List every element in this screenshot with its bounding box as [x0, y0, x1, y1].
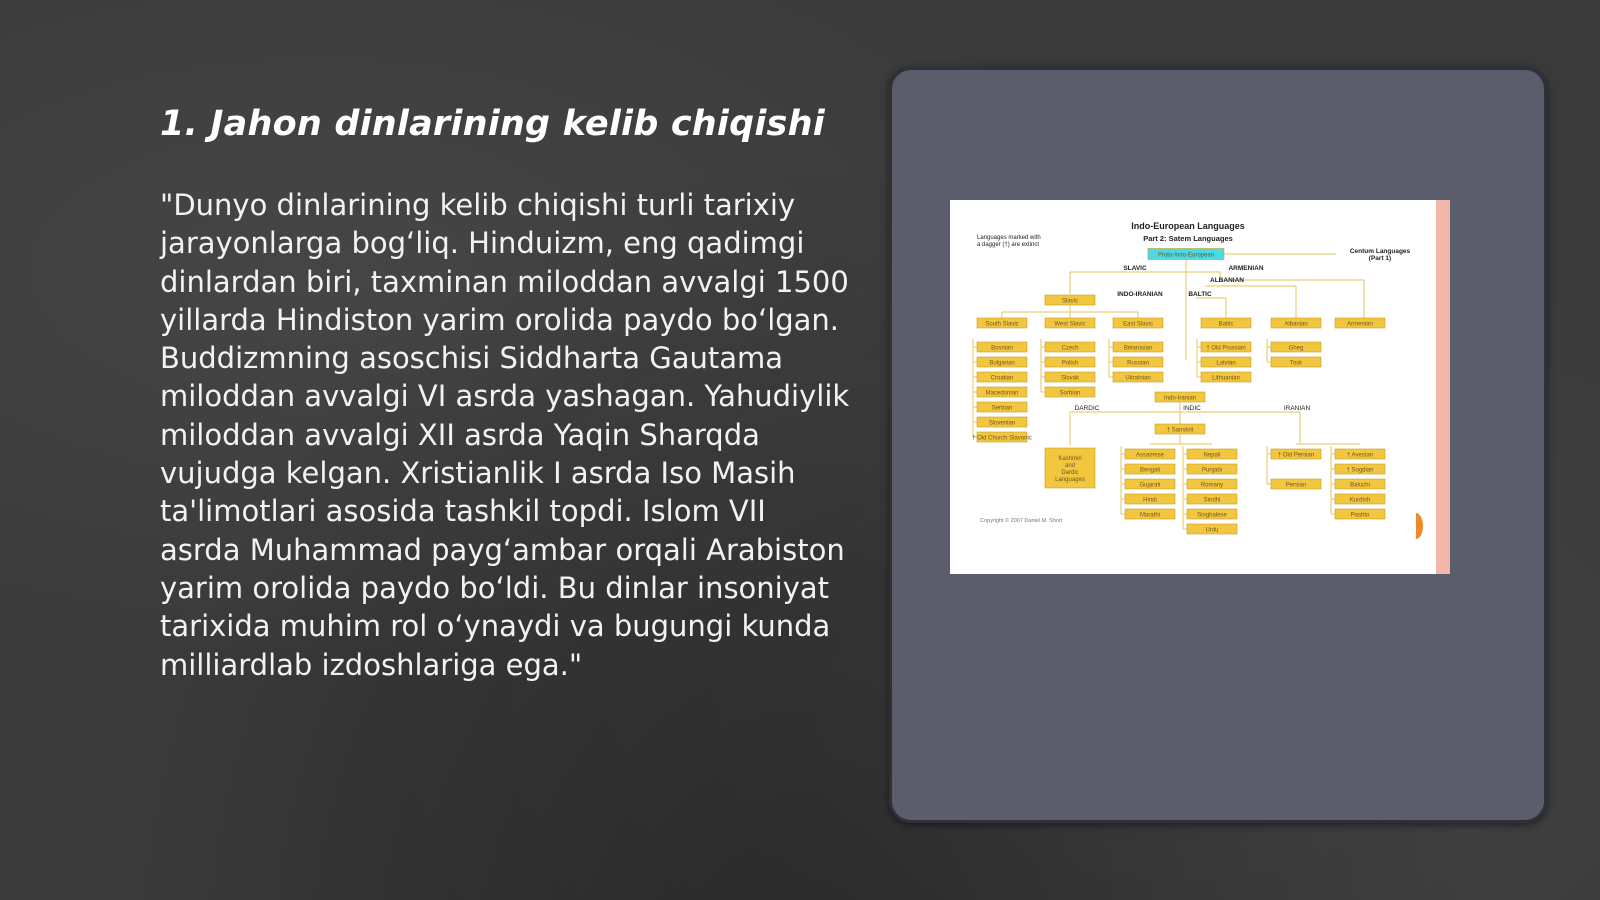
indic-language-label: Urdu: [1205, 527, 1219, 534]
diagram-subtitle: Part 2: Satem Languages: [1143, 234, 1233, 243]
branch-label-baltic: BALTIC: [1188, 291, 1212, 298]
indic-language-label: Sindhi: [1203, 497, 1221, 504]
diagram-note: Languages marked with: [977, 235, 1041, 241]
albanian-language-label: Gheg: [1288, 345, 1304, 352]
iranian-language-label: Baluchi: [1350, 482, 1370, 489]
iranian-language-label: Kurdish: [1349, 497, 1371, 504]
west-slavic-language-label: Czech: [1061, 345, 1079, 352]
indic-language-label: Singhalese: [1197, 512, 1227, 519]
indic-language-label: Gujarati: [1139, 482, 1161, 489]
east-slavic-language-label: Russian: [1127, 360, 1149, 367]
south-slavic-language-label: Bosnian: [991, 345, 1013, 352]
sanskrit-node-label: † Sanskrit: [1166, 427, 1194, 434]
albanian-language-label: Tosk: [1289, 360, 1303, 367]
south-slavic-language-label: † Old Church Slavonic: [972, 435, 1032, 442]
branch-label-dardic: DARDIC: [1074, 405, 1100, 412]
image-edge-stripe: [1436, 200, 1450, 574]
indic-language-label: Punjabi: [1201, 467, 1223, 474]
south-slavic-language-label: Macedonian: [985, 390, 1019, 397]
east-slavic-language-label: Belarusian: [1123, 345, 1153, 352]
group-east-slavic-label: East Slavic: [1123, 321, 1153, 328]
indic-language-label: Assamese: [1135, 452, 1165, 459]
group-west-slavic-label: West Slavic: [1054, 321, 1086, 328]
language-tree-diagram: [950, 200, 1450, 574]
east-slavic-language-label: Ukrainian: [1125, 375, 1151, 382]
slavic-node-label: Slavic: [1061, 298, 1079, 305]
indo-iranian-node-label: Indo-Iranian: [1163, 395, 1197, 402]
branch-label-indic: INDIC: [1183, 405, 1201, 412]
baltic-language-label: † Old Prussian: [1206, 345, 1246, 352]
iranian-language-label: Pashto: [1350, 512, 1370, 519]
slide-body-text: "Dunyo dinlarining kelib chiqishi turli tarixiy jarayonlarga bog‘liq. Hinduizm, eng qadimgi dinlardan biri, taxminan miloddan avvalgi 1500 yillarda Hindiston yarim orolida paydo bo‘lgan. Buddizmning asoschisi Siddharta Gautama miloddan avvalgi VI asrda yashagan. Yahudiylik miloddan avvalgi XII asrda Yaqin Sharqda vujudga kelgan. Xristianlik I asrda Iso Masih ta'limotlari asosida tashkil topdi. Islom VII asrda Muhammad payg‘ambar orqali Arabiston yarim orolida paydo bo‘ldi. Bu dinlar insoniyat tarixida muhim rol o‘ynaydi va bugungi kunda milliardlab izdoshlariga ega.": [160, 188, 850, 682]
iranian-language-label: † Sogdian: [1346, 467, 1374, 474]
indic-language-label: Romany: [1200, 482, 1224, 489]
branch-label-albanian: ALBANIAN: [1210, 277, 1244, 284]
dardic-node-label: and: [1064, 463, 1076, 469]
diagram-title: Indo-European Languages: [1131, 221, 1245, 231]
indic-language-label: Marathi: [1139, 512, 1161, 519]
branch-label-iranian: IRANIAN: [1283, 405, 1311, 412]
group-armenian-label: Armenian: [1347, 321, 1373, 328]
root-node-label: Proto-Indo-European: [1157, 252, 1215, 259]
south-slavic-language-label: Serbian: [991, 405, 1013, 412]
indic-language-label: Hindi: [1143, 497, 1157, 504]
language-tree-image[interactable]: [950, 200, 1450, 574]
indic-language-label: Bengali: [1139, 467, 1161, 474]
dardic-node-label: Kashmiri: [1058, 456, 1082, 462]
baltic-language-label: Lithuanian: [1212, 375, 1240, 382]
centum-label: (Part 1): [1368, 255, 1392, 262]
west-slavic-language-label: Sorbian: [1059, 390, 1081, 397]
orange-marker: [1416, 513, 1423, 539]
group-south-slavic-label: South Slavic: [985, 321, 1019, 328]
south-slavic-language-label: Slovenian: [988, 420, 1016, 427]
indic-language-label: Nepali: [1203, 452, 1221, 459]
south-slavic-language-label: Bulgarian: [989, 360, 1015, 367]
west-slavic-language-label: Polish: [1061, 360, 1079, 367]
dardic-node-label: Languages: [1055, 477, 1085, 483]
iranian-language-label: † Avestan: [1346, 452, 1374, 459]
diagram-copyright: Copyright © 2007 Daniel M. Short: [980, 518, 1063, 524]
iranian-language-label: Persian: [1285, 482, 1307, 489]
dardic-node-label: Dardic: [1061, 470, 1079, 476]
slide-title: 1. Jahon dinlarining kelib chiqishi: [160, 104, 825, 144]
group-albanian-label: Albanian: [1284, 321, 1308, 328]
iranian-language-label: † Old Persian: [1277, 452, 1315, 459]
centum-label: Centum Languages: [1349, 248, 1411, 255]
baltic-language-label: Latvian: [1216, 360, 1236, 367]
west-slavic-language-label: Slovak: [1060, 375, 1080, 382]
branch-label-indo-iranian: INDO-IRANIAN: [1117, 291, 1163, 298]
branch-label-slavic: SLAVIC: [1123, 265, 1147, 272]
group-baltic-label: Baltic: [1218, 321, 1234, 328]
diagram-note: a dagger (†) are extinct: [977, 242, 1040, 248]
branch-label-armenian: ARMENIAN: [1228, 265, 1264, 272]
south-slavic-language-label: Croatian: [990, 375, 1014, 382]
